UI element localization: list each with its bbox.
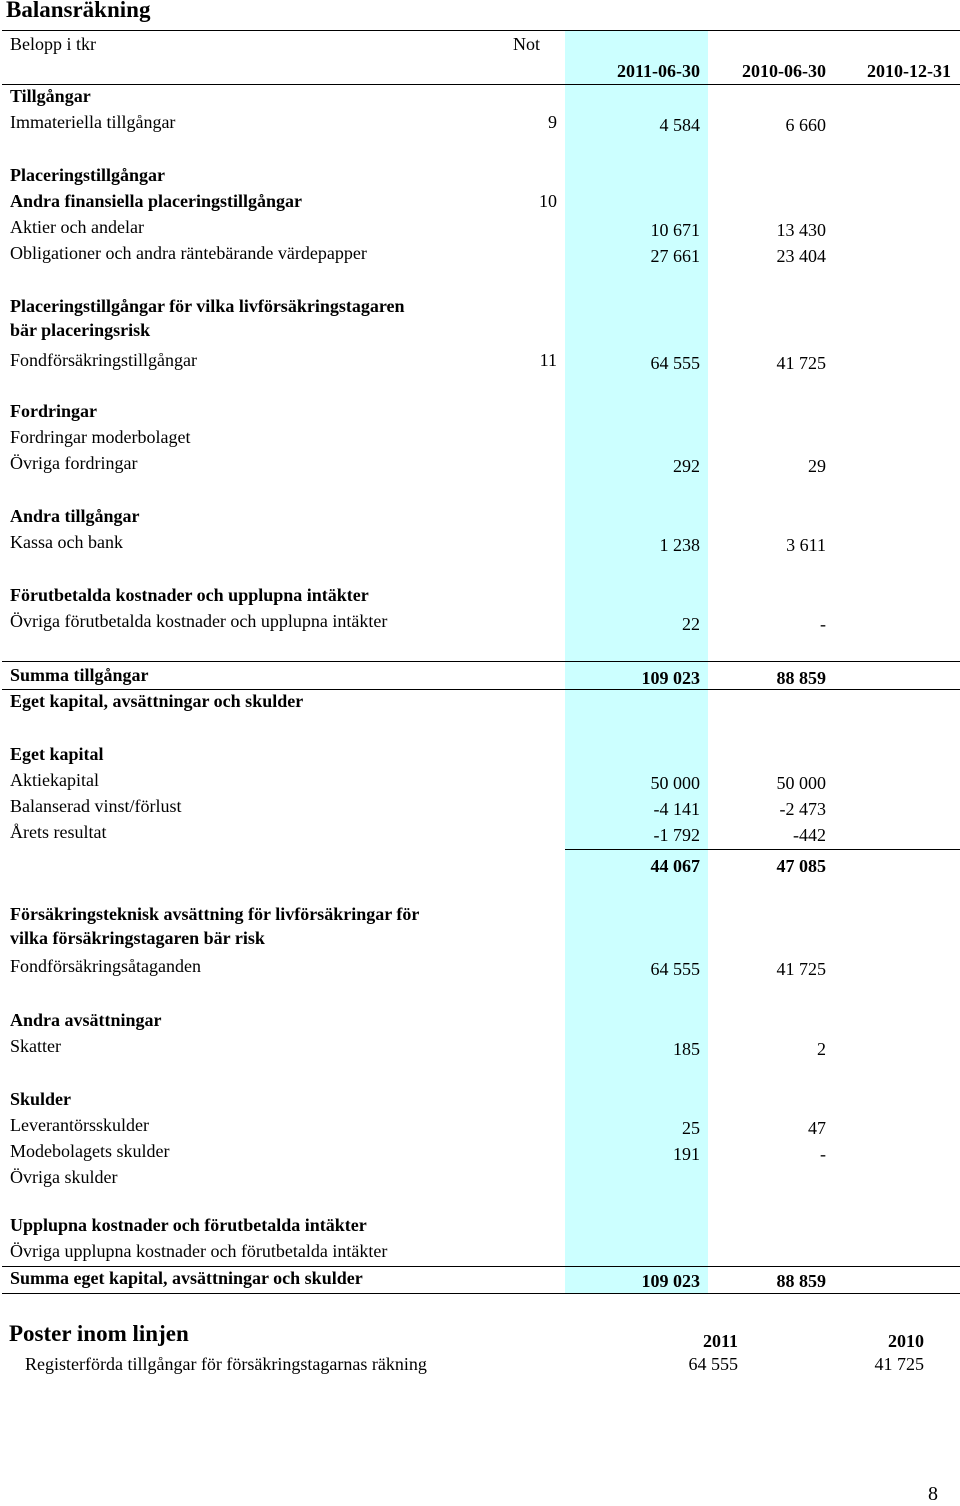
row-label: Fondförsäkringstillgångar — [10, 350, 197, 370]
row-value-2011-06-30: -1 792 — [653, 825, 700, 845]
row-label: Summa tillgångar — [10, 665, 149, 685]
row-value-2010-06-30: 6 660 — [785, 115, 826, 135]
row-value-2010-06-30: 47 085 — [776, 856, 826, 876]
table-row — [0, 453, 960, 479]
table-row — [0, 1167, 960, 1193]
table-row — [0, 928, 960, 954]
table-row — [0, 532, 960, 558]
row-value-2011-06-30: 10 671 — [650, 220, 700, 240]
table-row — [0, 744, 960, 770]
unit-label: Belopp i tkr — [10, 34, 96, 54]
row-label: Årets resultat — [10, 822, 107, 842]
row-label: Övriga fordringar — [10, 453, 138, 473]
memo-row-value-2011: 64 555 — [688, 1354, 738, 1374]
row-value-2010-06-30: 50 000 — [776, 773, 826, 793]
row-label: Försäkringsteknisk avsättning för livförsäkringar för — [10, 904, 420, 924]
table-row — [0, 1010, 960, 1036]
row-value-2010-06-30: 2 — [817, 1039, 826, 1059]
table-row — [0, 1036, 960, 1062]
row-value-2011-06-30: 109 023 — [641, 1271, 700, 1291]
row-value-2010-06-30: 3 611 — [786, 535, 826, 555]
row-value-2010-06-30: 41 725 — [776, 353, 826, 373]
row-note: 11 — [539, 350, 557, 370]
row-value-2010-06-30: 88 859 — [776, 1271, 826, 1291]
row-label: Immateriella tillgångar — [10, 112, 176, 132]
table-row — [0, 796, 960, 822]
row-label: Eget kapital — [10, 744, 104, 764]
row-value-2010-06-30: -442 — [793, 825, 826, 845]
table-row — [0, 86, 960, 112]
table-row — [0, 691, 960, 717]
table-row — [0, 1215, 960, 1241]
row-value-2011-06-30: 64 555 — [650, 959, 700, 979]
row-label: Skulder — [10, 1089, 72, 1109]
table-row — [0, 243, 960, 269]
table-row — [0, 1141, 960, 1167]
row-label: Eget kapital, avsättningar och skulder — [10, 691, 304, 711]
row-label: Aktiekapital — [10, 770, 99, 790]
row-label: bär placeringsrisk — [10, 320, 151, 340]
memo-year-2010: 2010 — [888, 1331, 924, 1351]
row-label: Upplupna kostnader och förutbetalda intäkter — [10, 1215, 367, 1235]
row-value-2010-06-30: 13 430 — [776, 220, 826, 240]
table-row — [0, 611, 960, 637]
memo-row-value-2010: 41 725 — [874, 1354, 924, 1374]
row-value-2011-06-30: 50 000 — [650, 773, 700, 793]
row-value-2011-06-30: 64 555 — [650, 353, 700, 373]
row-label: Tillgångar — [10, 86, 91, 106]
row-value-2010-06-30: 88 859 — [776, 668, 826, 688]
row-note: 9 — [548, 112, 557, 132]
row-label: Skatter — [10, 1036, 61, 1056]
table-row — [0, 320, 960, 346]
page-title: Balansräkning — [6, 0, 151, 22]
row-label: Placeringstillgångar för vilka livförsäkringstagaren — [10, 296, 405, 316]
row-value-2011-06-30: 4 584 — [659, 115, 700, 135]
memo-row-label: Registerförda tillgångar för försäkringstagarnas räkning — [25, 1354, 427, 1374]
table-row — [0, 427, 960, 453]
table-row — [0, 217, 960, 243]
memo-year-2011: 2011 — [702, 1331, 738, 1351]
table-row — [0, 296, 960, 322]
row-value-2011-06-30: 1 238 — [659, 535, 700, 555]
table-row — [0, 506, 960, 532]
table-row — [0, 1241, 960, 1267]
row-label: Övriga upplupna kostnader och förutbetalda intäkter — [10, 1241, 388, 1261]
row-note: 10 — [539, 191, 557, 211]
row-value-2010-06-30: 47 — [808, 1118, 826, 1138]
row-value-2011-06-30: 185 — [673, 1039, 700, 1059]
row-value-2010-06-30: - — [820, 1144, 826, 1164]
page-number: 8 — [928, 1483, 938, 1505]
table-row — [0, 1268, 960, 1294]
row-label: Placeringstillgångar — [10, 165, 165, 185]
memo-title: Poster inom linjen — [9, 1321, 189, 1346]
table-row — [0, 665, 960, 691]
table-row — [0, 853, 960, 879]
table-row — [0, 112, 960, 138]
column-header-2010-12-31: 2010-12-31 — [867, 61, 951, 81]
row-value-2011-06-30: -4 141 — [653, 799, 700, 819]
row-value-2011-06-30: 22 — [682, 614, 700, 634]
row-value-2010-06-30: 23 404 — [776, 246, 826, 266]
row-value-2010-06-30: 41 725 — [776, 959, 826, 979]
row-label: Fordringar — [10, 401, 97, 421]
table-row — [0, 191, 960, 217]
row-label: Förutbetalda kostnader och upplupna intäkter — [10, 585, 369, 605]
table-row — [0, 350, 960, 376]
row-label: Andra avsättningar — [10, 1010, 162, 1030]
row-label: Obligationer och andra räntebärande värdepapper — [10, 243, 367, 263]
table-row — [0, 1089, 960, 1115]
row-label: Fondförsäkringsåtaganden — [10, 956, 201, 976]
row-label: Andra finansiella placeringstillgångar — [10, 191, 303, 211]
row-value-2011-06-30: 109 023 — [641, 668, 700, 688]
column-header-2010-06-30: 2010-06-30 — [742, 61, 826, 81]
table-row — [0, 585, 960, 611]
table-row — [0, 401, 960, 427]
row-label: Kassa och bank — [10, 532, 123, 552]
column-header-2011-06-30: 2011-06-30 — [617, 61, 700, 81]
row-label: Leverantörsskulder — [10, 1115, 149, 1135]
memo-row — [0, 1354, 960, 1378]
row-label: Aktier och andelar — [10, 217, 144, 237]
table-row — [0, 1115, 960, 1141]
row-label: Övriga skulder — [10, 1167, 118, 1187]
row-label: Övriga förutbetalda kostnader och upplupna intäkter — [10, 611, 388, 631]
table-row — [0, 956, 960, 982]
row-label: Andra tillgångar — [10, 506, 140, 526]
table-row — [0, 165, 960, 191]
row-value-2011-06-30: 191 — [673, 1144, 700, 1164]
table-row — [0, 904, 960, 930]
row-label: Modebolagets skulder — [10, 1141, 170, 1161]
row-value-2010-06-30: - — [820, 614, 826, 634]
table-row — [0, 770, 960, 796]
row-label: Fordringar moderbolaget — [10, 427, 191, 447]
row-value-2010-06-30: 29 — [808, 456, 826, 476]
row-value-2011-06-30: 25 — [682, 1118, 700, 1138]
row-value-2011-06-30: 27 661 — [650, 246, 700, 266]
row-value-2011-06-30: 44 067 — [650, 856, 700, 876]
row-value-2010-06-30: -2 473 — [779, 799, 826, 819]
row-value-2011-06-30: 292 — [673, 456, 700, 476]
table-row — [0, 822, 960, 848]
row-label: vilka försäkringstagaren bär risk — [10, 928, 265, 948]
row-label: Balanserad vinst/förlust — [10, 796, 182, 816]
row-label: Summa eget kapital, avsättningar och skulder — [10, 1268, 363, 1288]
note-column-header: Not — [513, 34, 540, 54]
